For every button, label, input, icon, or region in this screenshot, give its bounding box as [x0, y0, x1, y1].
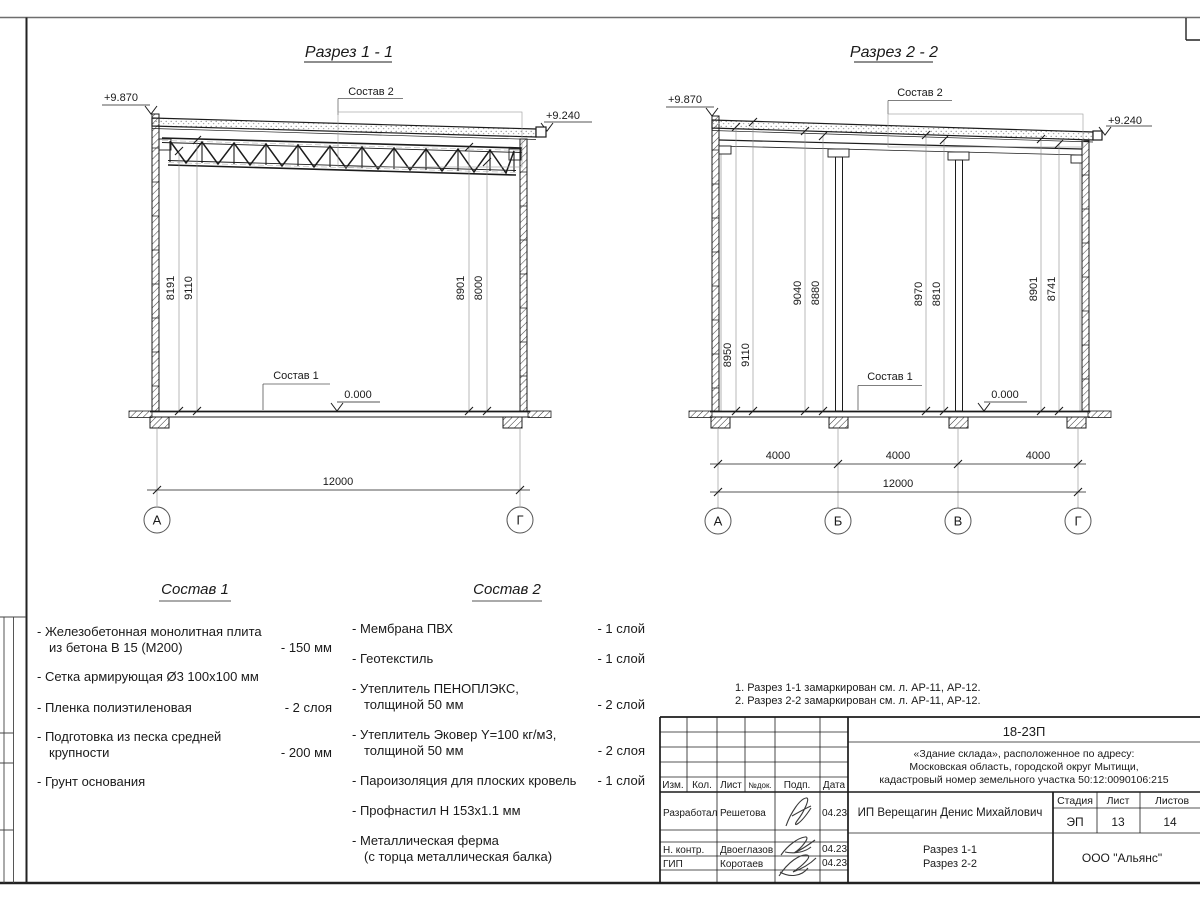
list-item: - Железобетонная монолитная плита: [37, 624, 262, 639]
section2-title: Разрез 2 - 2: [849, 44, 939, 61]
roof-end-cap: [536, 127, 546, 137]
axis-label: Б: [833, 513, 843, 529]
dim-label: 12000: [882, 478, 914, 490]
wall-right: [520, 139, 527, 411]
list-item-value: - 1 слой: [597, 621, 645, 636]
list-item: - Профнастил Н 153х1.1 мм: [352, 803, 521, 818]
axis-label: А: [152, 512, 162, 528]
dim-label: 12000: [322, 476, 354, 488]
dim-label: 4000: [885, 450, 911, 462]
wall-left: [712, 116, 719, 411]
sheet-title-line: Разрез 1-1: [922, 844, 978, 856]
list-item: - Подготовка из песка средней: [37, 729, 222, 744]
list-item: - Металлическая ферма: [352, 833, 499, 848]
doc-number: 18-23П: [1002, 724, 1046, 739]
list-item: - Пленка полиэтиленовая: [37, 700, 192, 715]
note-line: 2. Разрез 2-2 замаркирован см. л. АР-11, АР-12.: [735, 695, 981, 707]
list-item-value: - 150 мм: [280, 640, 332, 655]
wall-left: [152, 114, 159, 411]
foundation-pad: [949, 417, 968, 428]
roof-slab: [712, 120, 1093, 140]
sostav1-callout: [858, 371, 922, 410]
list-item: толщиной 50 мм: [364, 743, 464, 758]
col-izm: Изм.: [662, 780, 684, 791]
callout-label: Состав 1: [867, 371, 913, 383]
sheet-corner-box: [1186, 18, 1200, 40]
foundation-pad: [711, 417, 730, 428]
foundation-pad: [829, 417, 848, 428]
dim-label: 8950: [722, 342, 734, 368]
sostav2-title: Состав 2: [473, 581, 541, 598]
stage-label: Стадия: [1057, 795, 1093, 807]
signatures: [779, 798, 816, 876]
foundation-pad: [503, 417, 522, 428]
list-item-value: - 1 слой: [597, 773, 645, 788]
callout-label: Состав 2: [897, 87, 943, 99]
note-line: 1. Разрез 1-1 замаркирован см. л. АР-11, АР-12.: [735, 682, 981, 694]
list-item-value: - 200 мм: [280, 745, 332, 760]
name: Решетова: [720, 808, 766, 819]
column: [836, 157, 843, 411]
title-block: [660, 717, 1200, 883]
sheets-value: 14: [1163, 815, 1177, 829]
dim-label: 8741: [1046, 276, 1058, 302]
dim-label: 8970: [913, 281, 925, 307]
wall-right: [1082, 141, 1089, 411]
dim-label: 8191: [165, 275, 177, 301]
dim-label: 4000: [765, 450, 791, 462]
stage-value: ЭП: [1066, 815, 1084, 829]
elevation-mark-left: [666, 94, 718, 116]
project-address-line: кадастровый номер земельного участка 50:12:0090106:215: [879, 774, 1169, 786]
axis-label: В: [953, 513, 963, 529]
floor-slab: [129, 411, 551, 428]
dim-label: 8880: [810, 280, 822, 306]
sostav2-list: [352, 581, 645, 864]
list-item-value: - 2 слоя: [284, 700, 332, 715]
bottom-dimensions: [144, 429, 533, 533]
column: [956, 160, 963, 411]
col-kol: Кол.: [692, 780, 712, 791]
signature-3: [779, 855, 816, 876]
dim-label: 9040: [792, 280, 804, 306]
list-item: из бетона В 15 (М200): [49, 640, 183, 655]
col-list: Лист: [720, 780, 742, 791]
name: Двоеглазов: [720, 845, 774, 856]
roof-truss: [159, 138, 522, 175]
foundation-pad: [1067, 417, 1086, 428]
organization: ООО "Альянс": [1081, 851, 1163, 865]
callout-label: Состав 2: [348, 86, 394, 98]
dim-label: 8901: [1028, 276, 1040, 302]
section1-title: Разрез 1 - 1: [304, 44, 394, 61]
signature-1: [786, 798, 811, 826]
list-item-value: - 2 слой: [597, 697, 645, 712]
list-item: - Пароизоляция для плоских кровель: [352, 773, 577, 788]
dim-label: 8810: [931, 281, 943, 307]
list-item-value: - 2 слоя: [597, 743, 645, 758]
elevation-value: 0.000: [991, 389, 1019, 401]
list-item: (с торца металлическая балка): [364, 849, 553, 864]
sostav1-callout: [263, 370, 330, 410]
list-item-value: - 1 слой: [597, 651, 645, 666]
role: ГИП: [663, 859, 683, 870]
left-margin-stamps: [0, 617, 26, 883]
elevation-value: +9.870: [104, 92, 138, 104]
zero-level-mark: [331, 389, 380, 411]
column-capital: [948, 152, 969, 160]
sheet-label: Лист: [1106, 795, 1130, 807]
elevation-value: 0.000: [344, 389, 372, 401]
list-item: - Сетка армирующая Ø3 100х100 мм: [37, 669, 259, 684]
elevation-value: +9.870: [668, 94, 702, 106]
elevation-value: +9.240: [1108, 115, 1142, 127]
elevation-mark-right: [1099, 115, 1152, 135]
vertical-dimensions: [165, 136, 491, 415]
sheets-label: Листов: [1154, 795, 1190, 807]
elevation-mark-left: [102, 92, 157, 114]
axis-label: Г: [1074, 513, 1082, 529]
floor-slab: [689, 411, 1111, 428]
list-item: - Геотекстиль: [352, 651, 434, 666]
client: ИП Верещагин Денис Михайлович: [857, 807, 1043, 819]
list-item: - Утеплитель ПЕНОПЛЭКС,: [352, 681, 519, 696]
elevation-mark-right: [541, 110, 592, 131]
date: 04.23: [822, 858, 848, 869]
bottom-dimensions: [705, 429, 1091, 534]
date: 04.23: [822, 844, 848, 855]
list-item: - Мембрана ПВХ: [352, 621, 453, 636]
list-item: - Утеплитель Эковер Y=100 кг/м3,: [352, 727, 557, 742]
notes: [735, 682, 981, 707]
signature-2: [781, 837, 815, 855]
project-address-line: «Здание склада», расположенное по адресу:: [913, 748, 1135, 760]
zero-level-mark: [978, 389, 1027, 411]
col-ndok: №док.: [748, 781, 772, 790]
sheet-title-line: Разрез 2-2: [922, 858, 978, 870]
name: Коротаев: [720, 859, 764, 870]
sheet-value: 13: [1111, 815, 1125, 829]
axis-label: Г: [516, 512, 524, 528]
roof-end-cap: [1093, 131, 1102, 140]
list-item: толщиной 50 мм: [364, 697, 464, 712]
column-capital: [828, 149, 849, 157]
list-item: - Грунт основания: [37, 774, 146, 789]
elevation-value: +9.240: [546, 110, 580, 122]
dim-label: 9110: [183, 276, 195, 300]
section-1-drawing: [102, 44, 592, 533]
dim-label: 9110: [740, 343, 752, 367]
dim-label: 4000: [1025, 450, 1051, 462]
col-data: Дата: [822, 780, 846, 791]
section-2-drawing: [666, 44, 1152, 534]
dim-label: 8901: [455, 275, 467, 301]
role: Разработал: [663, 808, 718, 819]
sostav1-title: Состав 1: [161, 581, 229, 598]
list-item: крупности: [49, 745, 110, 760]
date: 04.23: [822, 808, 848, 819]
callout-label: Состав 1: [273, 370, 319, 382]
axis-label: А: [713, 513, 723, 529]
project-address-line: Московская область, городской округ Мытищи,: [909, 761, 1139, 773]
dim-label: 8000: [473, 275, 485, 301]
foundation-pad: [150, 417, 169, 428]
role: Н. контр.: [663, 845, 705, 856]
col-podp: Подп.: [783, 780, 811, 791]
sostav1-list: [37, 581, 332, 789]
